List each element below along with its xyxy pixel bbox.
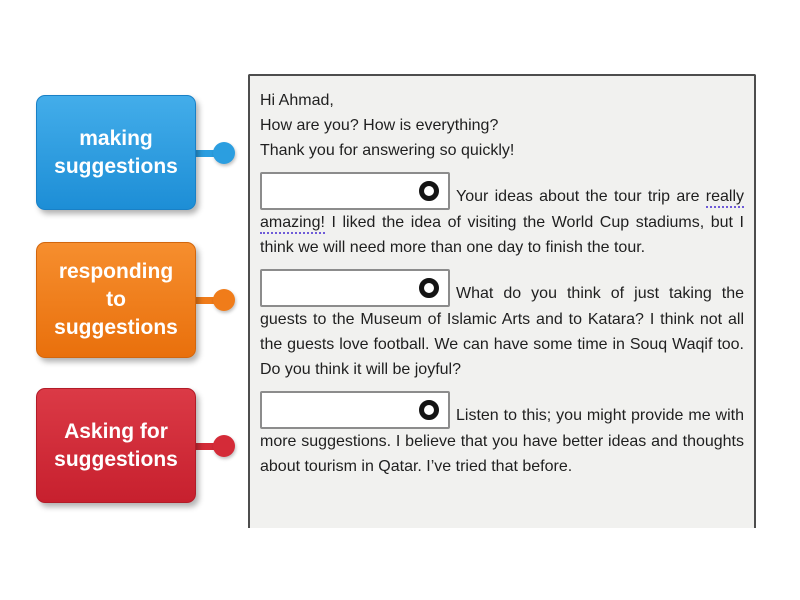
letter-greeting: Hi Ahmad, bbox=[260, 92, 334, 109]
label-group-making-suggestions bbox=[36, 95, 196, 210]
label-line: making bbox=[79, 126, 153, 150]
letter-intro bbox=[260, 88, 744, 163]
letter-line: Thank you for answering so quickly! bbox=[260, 142, 515, 159]
label-line: to bbox=[106, 288, 126, 311]
target-circle-icon[interactable] bbox=[419, 400, 439, 420]
target-circle-icon[interactable] bbox=[419, 278, 439, 298]
label-line: Asking for bbox=[64, 419, 168, 443]
label-group-asking-for-suggestions bbox=[36, 388, 196, 503]
label-asking-for-suggestions[interactable] bbox=[36, 388, 196, 503]
label-responding-to-suggestions[interactable] bbox=[36, 242, 196, 358]
answer-slot-2[interactable] bbox=[260, 269, 450, 307]
label-line: suggestions bbox=[54, 154, 178, 178]
letter-paragraph-1 bbox=[260, 172, 744, 260]
paragraph-text: Your ideas about the tour trip are bbox=[456, 188, 706, 205]
label-making-suggestions[interactable] bbox=[36, 95, 196, 210]
label-text bbox=[54, 258, 178, 342]
letter-paragraph-2 bbox=[260, 269, 744, 382]
label-group-responding-to-suggestions bbox=[36, 242, 196, 358]
target-circle-icon[interactable] bbox=[419, 181, 439, 201]
paragraph-text: What do you think of just taking the guests to the Museum of Islamic Arts and to Katara? I think not all the guests love football. We can have some time in Souq Waqif too. Do you think it will be joyful? bbox=[260, 285, 744, 378]
paragraph-text: I liked the idea of visiting the World Cup stadiums, but I think we will need more than one day to finish the tour. bbox=[260, 214, 744, 256]
spellcheck-underlined-text: really amazing! bbox=[260, 188, 744, 234]
label-text bbox=[54, 418, 178, 474]
label-line: suggestions bbox=[54, 316, 178, 339]
paragraph-text: Listen to this; you might provide me with more suggestions. I believe that you have better ideas and thoughts about tourism in Qatar. I’ve tried that before. bbox=[260, 407, 744, 475]
letter-paragraph-3 bbox=[260, 391, 744, 479]
answer-slot-3[interactable] bbox=[260, 391, 450, 429]
letter-panel bbox=[248, 74, 756, 528]
label-line: responding bbox=[58, 260, 174, 283]
label-text bbox=[54, 125, 178, 181]
connector-dot[interactable] bbox=[213, 289, 235, 311]
letter-line: How are you? How is everything? bbox=[260, 117, 499, 134]
answer-slot-1[interactable] bbox=[260, 172, 450, 210]
connector-dot[interactable] bbox=[213, 142, 235, 164]
label-line: suggestions bbox=[54, 447, 178, 471]
connector-dot[interactable] bbox=[213, 435, 235, 457]
